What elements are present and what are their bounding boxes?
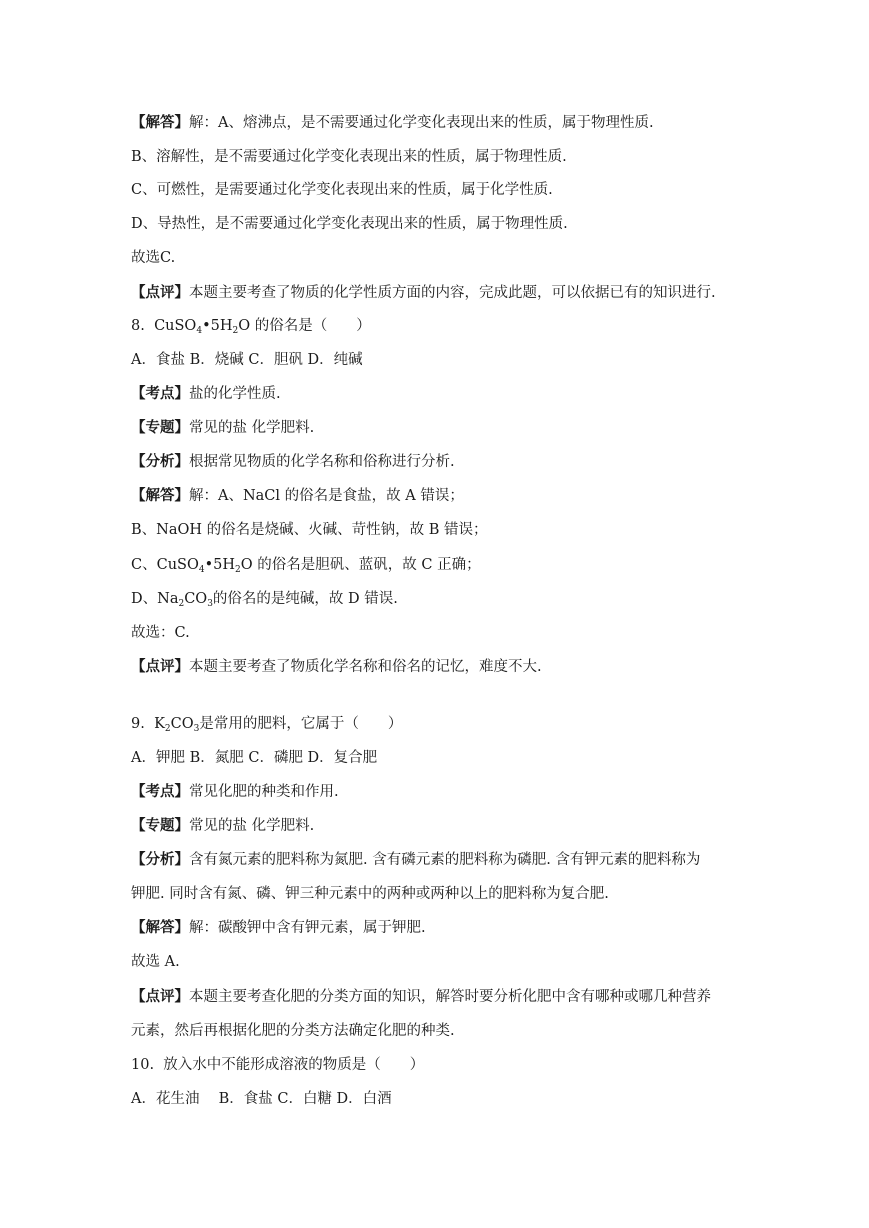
answer-line-c: C、$CuSO_4•5H_2O$ 的俗名是胆矾、蓝矾，故 C 正确； — [131, 557, 481, 575]
comment-line — [131, 987, 711, 1007]
analysis-tag: 【分析】 — [131, 851, 189, 868]
question-text: 是常用的肥料，它属于（ ） — [199, 716, 403, 732]
zhuanti-tag: 【专题】 — [131, 817, 189, 834]
kaodian-tag: 【考点】 — [131, 385, 189, 402]
zhuanti-line — [131, 418, 314, 438]
question-number: 9. — [131, 716, 145, 732]
answer-line-d: D、导热性，是不需要通过化学变化表现出来的性质，属于物理性质. — [131, 216, 568, 232]
comment-tag: 【点评】 — [131, 988, 189, 1005]
question-number: 10. — [131, 1057, 155, 1073]
zhuanti-line — [131, 816, 314, 836]
answer-line-d: D、$Na_2CO_3$的俗名的是纯碱，故 D 错误. — [131, 591, 398, 609]
question-8 — [131, 316, 371, 336]
question-text: 的俗名是（ ） — [254, 318, 371, 334]
answer-text: 解：A、熔沸点，是不需要通过化学变化表现出来的性质，属于物理性质. — [189, 115, 654, 131]
answer-text: 解：碳酸钾中含有钾元素，属于钾肥. — [189, 920, 426, 936]
comment-text: 本题主要考查了物质的化学性质方面的内容，完成此题，可以依据已有的知识进行. — [189, 285, 716, 301]
analysis-line — [131, 452, 455, 472]
zhuanti-text: 常见的盐 化学肥料. — [189, 420, 315, 436]
analysis-text: 根据常见物质的化学名称和俗称进行分析. — [189, 454, 455, 470]
choice-line: 故选：C. — [131, 625, 190, 641]
analysis-tag: 【分析】 — [131, 453, 189, 470]
answer-tag: 【解答】 — [131, 487, 189, 504]
analysis-line-cont: 钾肥. 同时含有氮、磷、钾三种元素中的两种或两种以上的肥料称为复合肥. — [131, 886, 609, 902]
answer-line-b: B、NaOH 的俗名是烧碱、火碱、苛性钠，故 B 错误； — [131, 522, 488, 538]
zhuanti-tag: 【专题】 — [131, 419, 189, 436]
question-9 — [131, 714, 402, 734]
answer-line-1 — [131, 113, 654, 133]
choice-line: 故选 A. — [131, 954, 180, 970]
kaodian-line — [131, 384, 281, 404]
zhuanti-text: 常见的盐 化学肥料. — [189, 818, 315, 834]
question-9-options: A．钾肥 B．氮肥 C．磷肥 D．复合肥 — [131, 750, 378, 766]
question-10-options: A．花生油 B．食盐 C．白糖 D．白酒 — [131, 1091, 392, 1107]
answer-line-c: C、可燃性，是需要通过化学变化表现出来的性质，属于化学性质. — [131, 182, 553, 198]
question-10 — [131, 1055, 424, 1075]
kaodian-text: 常见化肥的种类和作用. — [189, 784, 339, 800]
answer-line-b: B、溶解性，是不需要通过化学变化表现出来的性质，属于物理性质. — [131, 149, 567, 165]
kaodian-text: 盐的化学性质. — [189, 386, 281, 402]
answer-text: 解：A、NaCl 的俗名是食盐，故 A 错误； — [189, 488, 464, 504]
comment-tag: 【点评】 — [131, 658, 189, 675]
kaodian-tag: 【考点】 — [131, 783, 189, 800]
question-8-options: A．食盐 B．烧碱 C．胆矾 D．纯碱 — [131, 352, 363, 368]
question-number: 8. — [131, 318, 145, 334]
answer-tag: 【解答】 — [131, 919, 189, 936]
kaodian-line — [131, 782, 339, 802]
analysis-text: 含有氮元素的肥料称为氮肥. 含有磷元素的肥料称为磷肥. 含有钾元素的肥料称为 — [189, 852, 701, 868]
formula: $K_2CO_3$ — [154, 716, 200, 734]
comment-text: 本题主要考查化肥的分类方面的知识，解答时要分析化肥中含有哪种或哪几种营养 — [189, 989, 711, 1005]
comment-line — [131, 283, 716, 303]
comment-tag: 【点评】 — [131, 284, 189, 301]
question-text: 放入水中不能形成溶液的物质是（ ） — [163, 1057, 425, 1073]
comment-line-cont: 元素，然后再根据化肥的分类方法确定化肥的种类. — [131, 1023, 455, 1039]
formula: $CuSO_4•5H_2O$ — [154, 318, 251, 336]
answer-line-1 — [131, 918, 426, 938]
answer-line-1 — [131, 486, 464, 506]
analysis-line — [131, 850, 700, 870]
choice-line: 故选C. — [131, 250, 176, 266]
comment-line — [131, 657, 542, 677]
answer-tag: 【解答】 — [131, 114, 189, 131]
comment-text: 本题主要考查了物质化学名称和俗名的记忆，难度不大. — [189, 659, 542, 675]
